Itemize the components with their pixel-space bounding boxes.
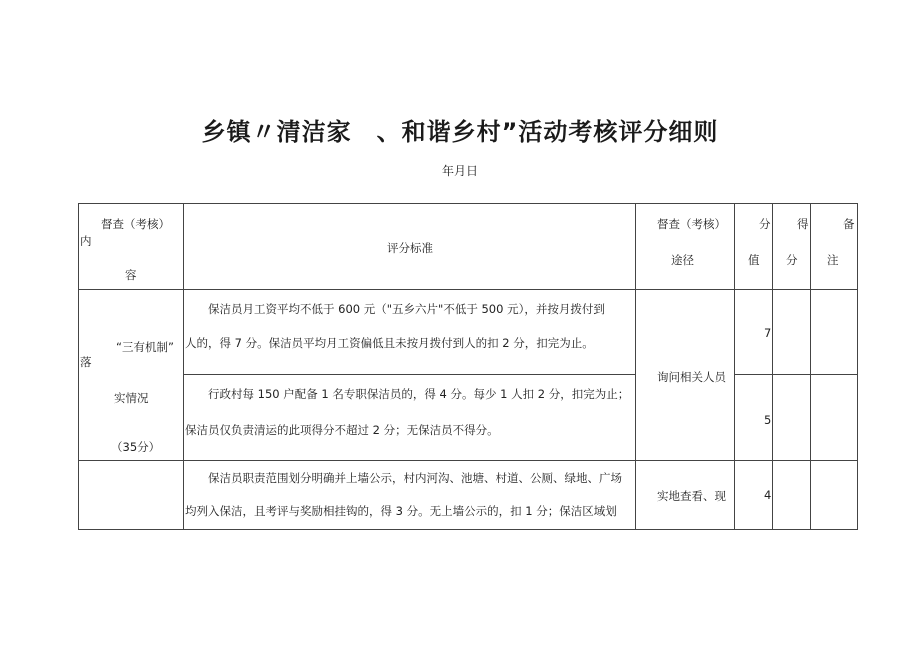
header-score-top: 得 [797, 217, 809, 231]
criteria-line: 人的，得 7 分。保洁员平均月工资偏低且未按月拨付到人的扣 2 分，扣完为止。 [185, 336, 594, 350]
category-cell-empty [79, 461, 184, 530]
score-cell [773, 375, 811, 461]
criteria-cell [184, 375, 636, 461]
criteria-line: 保洁员仅负责清运的此项得分不超过 2 分；无保洁员不得分。 [185, 423, 499, 437]
header-content [79, 204, 184, 290]
scoring-table [78, 203, 858, 530]
category-line3: （35分） [111, 440, 161, 454]
criteria-line: 保洁员职责范围划分明确并上墙公示，村内河沟、池塘、村道、公厕、绿地、广场 [185, 471, 622, 485]
points-value: 7 [764, 326, 772, 340]
score-cell [773, 461, 811, 530]
category-line2: 实情况 [114, 391, 149, 405]
header-criteria [184, 204, 636, 290]
table-row [79, 375, 858, 461]
header-content-bottom: 容 [125, 268, 137, 282]
method-cell [636, 290, 735, 461]
points-value: 5 [764, 413, 772, 427]
header-criteria-label: 评分标准 [387, 241, 433, 255]
category-line1: “三有机制” [116, 340, 174, 354]
header-points-top: 分 [759, 217, 771, 231]
remarks-cell [811, 461, 858, 530]
header-points [735, 204, 773, 290]
document-date: 年月日 [441, 164, 478, 178]
header-content-top: 督查（考核） [101, 217, 170, 231]
points-cell [735, 375, 773, 461]
points-cell [735, 461, 773, 530]
criteria-line: 均列入保洁，且考评与奖励相挂钩的，得 3 分。无上墙公示的，扣 1 分；保洁区域划 [185, 504, 617, 518]
header-points-bottom: 值 [748, 253, 760, 267]
header-row [79, 204, 858, 290]
category-cell [79, 290, 184, 461]
header-remarks-top: 备 [843, 217, 855, 231]
table-row [79, 290, 858, 375]
score-cell [773, 290, 811, 375]
header-method-top: 督查（考核） [657, 217, 726, 231]
criteria-cell [184, 461, 636, 530]
remarks-cell [811, 375, 858, 461]
method-label: 询问相关人员 [657, 370, 726, 384]
points-cell [735, 290, 773, 375]
header-remarks [811, 204, 858, 290]
table-row [79, 461, 858, 530]
criteria-cell [184, 290, 636, 375]
method-cell [636, 461, 735, 530]
header-score [773, 204, 811, 290]
points-value: 4 [764, 488, 772, 502]
header-method [636, 204, 735, 290]
remarks-cell [811, 290, 858, 375]
header-content-left: 内 [80, 234, 92, 248]
category-left: 落 [80, 355, 92, 369]
criteria-line: 行政村每 150 户配备 1 名专职保洁员的，得 4 分。每少 1 人扣 2 分，扣完为止； [185, 387, 630, 401]
header-score-bottom: 分 [786, 253, 798, 267]
method-label: 实地查看、现 [657, 489, 726, 503]
criteria-line: 保洁员月工资平均不低于 600 元（"五乡六片"不低于 500 元），并按月拨付到 [185, 302, 605, 316]
header-remarks-bottom: 注 [827, 253, 839, 267]
header-method-bottom: 途径 [671, 253, 694, 267]
document-title: 乡镇〃清洁家 、和谐乡村”活动考核评分细则 [201, 118, 719, 146]
